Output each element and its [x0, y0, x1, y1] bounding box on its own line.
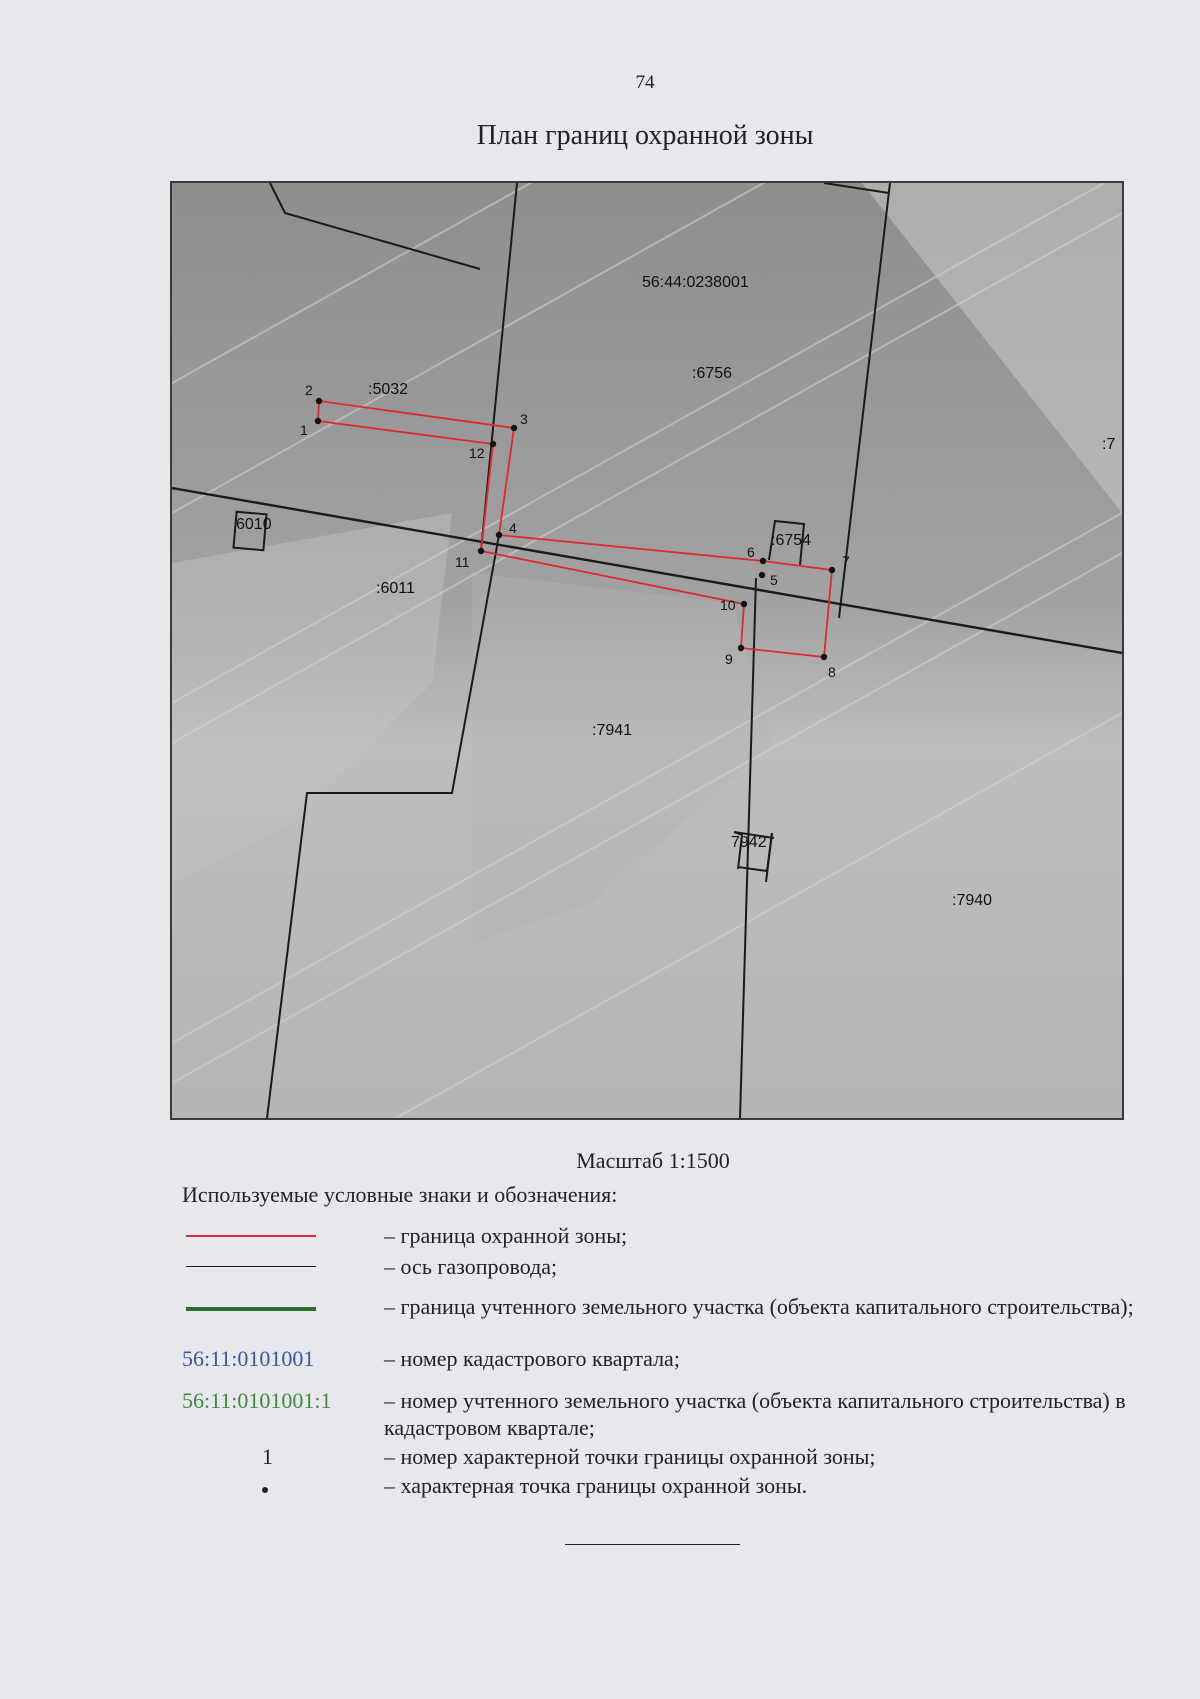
point-marker-6: [760, 558, 766, 564]
point-marker-10: [741, 601, 747, 607]
legend-desc: – граница охранной зоны;: [384, 1223, 628, 1248]
point-marker-1: [315, 418, 321, 424]
point-marker-8: [821, 654, 827, 660]
point-number-1: 1: [300, 422, 308, 438]
point-number-9: 9: [725, 651, 733, 667]
page-number: 74: [635, 72, 655, 93]
parcel-label-quarter: 56:44:0238001: [642, 274, 749, 291]
bottom-rule: [565, 1544, 740, 1545]
point-marker-7: [829, 567, 835, 573]
parcel-label-p7940: :7940: [952, 892, 993, 909]
legend-desc: – номер учтенного земельного участка (объекта капитального строительства) в кадастровом квартале;: [384, 1388, 1126, 1440]
point-number-symbol: [182, 1443, 352, 1470]
point-number-6: 6: [747, 544, 755, 560]
point-marker-9: [738, 645, 744, 651]
point-marker-2: [316, 398, 322, 404]
point-marker-5: [759, 572, 765, 578]
red-line-symbol: [182, 1222, 352, 1249]
point-number-3: 3: [520, 411, 528, 427]
point-number-12: 12: [469, 445, 485, 461]
point-number-2: 2: [305, 382, 313, 398]
parcel-label-p6011: :6011: [376, 580, 415, 597]
parcel-label-p6754: :6754: [771, 532, 812, 549]
legend-desc: – номер характерной точки границы охранной зоны;: [384, 1444, 876, 1469]
parcel-label-p6010: 6010: [236, 516, 272, 533]
legend-desc: – номер кадастрового квартала;: [384, 1346, 680, 1371]
parcel-label-p7941: :7941: [592, 722, 633, 739]
point-number-sample: 1: [262, 1444, 273, 1469]
parcel-label-p6756: :6756: [692, 365, 733, 382]
boundary-plan-map: [170, 181, 1124, 1120]
legend-desc: – характерная точка границы охранной зоны.: [384, 1473, 808, 1498]
map-canvas: [172, 183, 1122, 1118]
point-number-8: 8: [828, 664, 836, 680]
parcel-number-code: 56:11:0101001:1: [182, 1388, 332, 1413]
page-title: План границ охранной зоны: [476, 120, 814, 151]
point-marker-12: [490, 441, 496, 447]
scale-label: Масштаб 1:1500: [576, 1148, 730, 1173]
parcel-label-p7edge: :7: [1102, 436, 1116, 453]
point-number-4: 4: [509, 520, 517, 536]
point-marker-3: [511, 425, 517, 431]
point-dot-sample: [262, 1487, 268, 1493]
cadastral-quarter-code: 56:11:0101001: [182, 1346, 315, 1371]
legend-title: Используемые условные знаки и обозначения:: [182, 1182, 618, 1207]
parcel-label-p5032: :5032: [368, 381, 409, 398]
parcel-label-p7942: 7942: [731, 834, 767, 851]
green-line-symbol: [182, 1293, 352, 1320]
point-number-11: 11: [455, 554, 470, 570]
point-number-7: 7: [842, 553, 850, 569]
black-line-symbol: [182, 1253, 352, 1280]
point-number-5: 5: [770, 572, 778, 588]
point-marker-4: [496, 532, 502, 538]
point-dot-symbol: [182, 1472, 352, 1499]
point-marker-11: [478, 548, 484, 554]
point-number-10: 10: [720, 597, 736, 613]
legend-desc: – граница учтенного земельного участка (объекта капитального строительства);: [384, 1294, 1134, 1319]
legend-desc: – ось газопровода;: [384, 1254, 558, 1279]
